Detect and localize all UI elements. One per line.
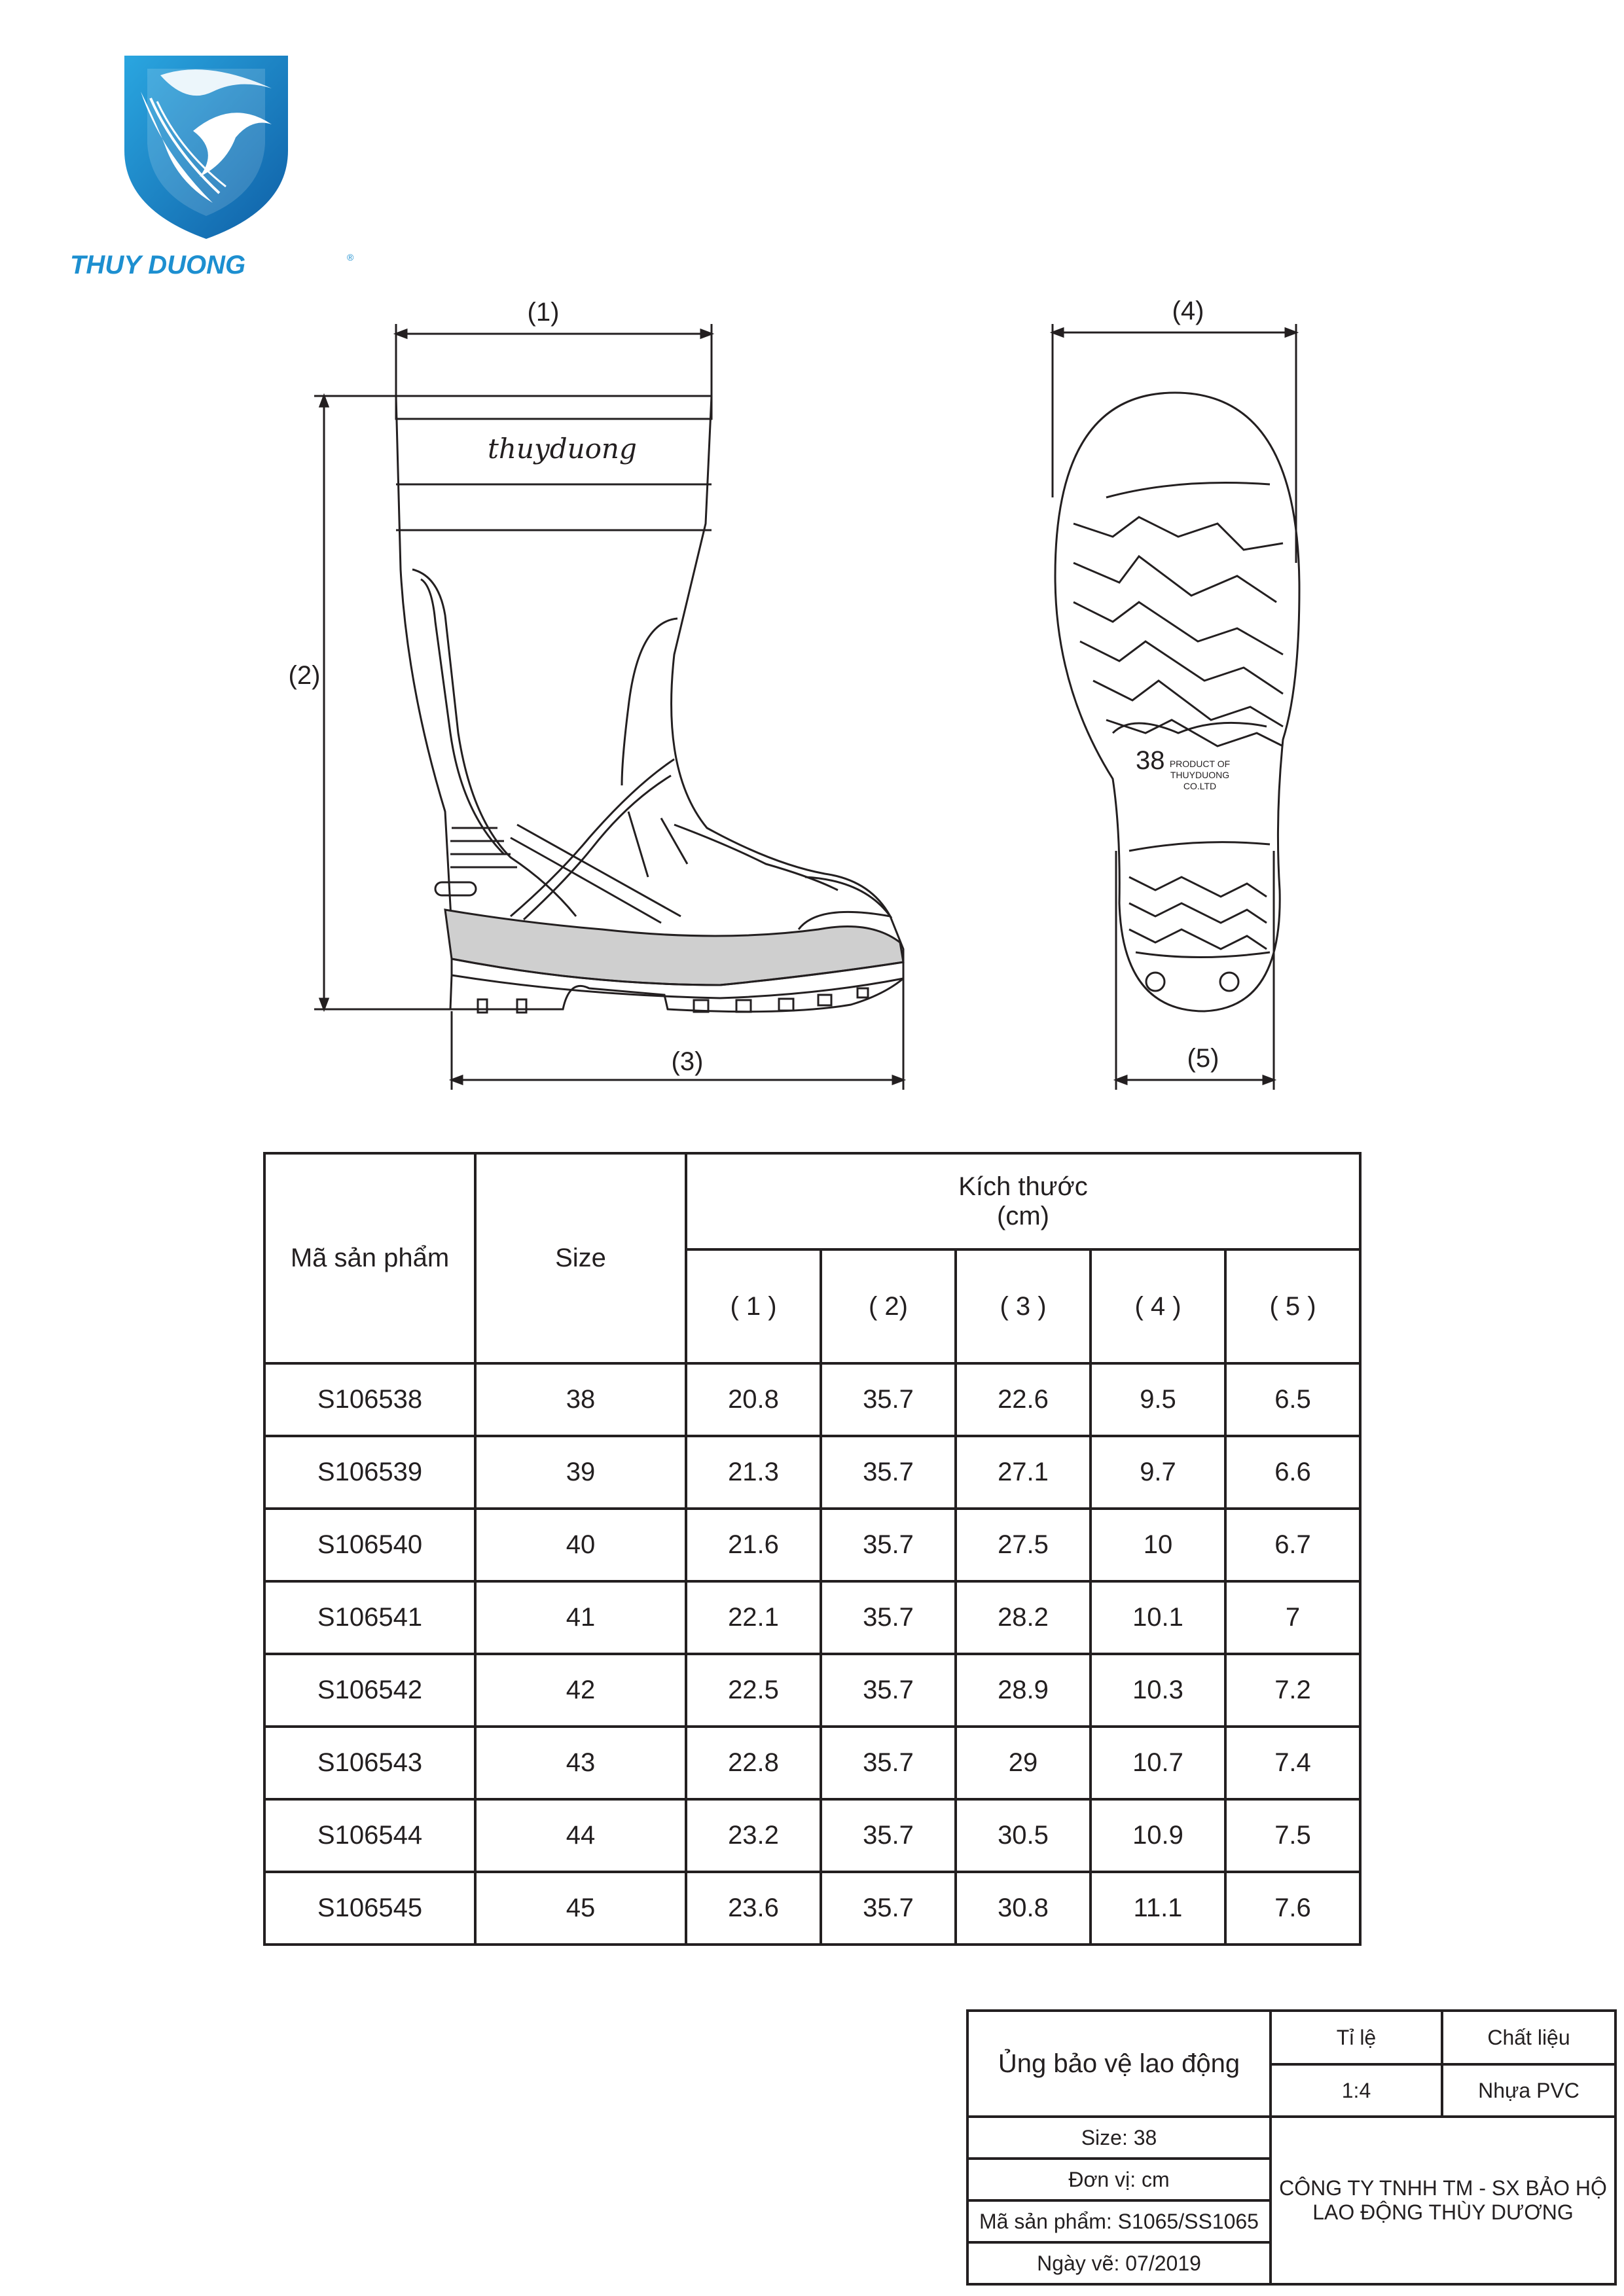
cell-d5: 7.6	[1225, 1872, 1360, 1945]
cell-d4: 10.7	[1091, 1727, 1225, 1799]
header-product-code: Mã sản phẩm	[264, 1153, 475, 1363]
cell-code: S106540	[264, 1509, 475, 1581]
cell-code: S106543	[264, 1727, 475, 1799]
size-table	[263, 1152, 1362, 1946]
table-row	[264, 1654, 1360, 1727]
product-name: Ủng bảo vệ lao động	[967, 2011, 1271, 2117]
cell-d1: 21.6	[686, 1509, 821, 1581]
sole-text-3: CO.LTD	[1183, 781, 1217, 791]
cell-d3: 30.8	[956, 1872, 1091, 1945]
dim-label-4: (4)	[1172, 296, 1204, 325]
scale-label: Tỉ lệ	[1271, 2011, 1442, 2064]
header-dimensions-title: Kích thước	[958, 1172, 1088, 1201]
material-label: Chất liệu	[1442, 2011, 1615, 2064]
cell-d2: 35.7	[821, 1509, 956, 1581]
table-row	[264, 1727, 1360, 1799]
cell-d1: 21.3	[686, 1436, 821, 1509]
header-dim-5: ( 5 )	[1225, 1249, 1360, 1363]
cell-code: S106539	[264, 1436, 475, 1509]
dim-label-5: (5)	[1187, 1044, 1219, 1073]
drawing-code: Mã sản phẩm: S1065/SS1065	[967, 2200, 1271, 2242]
cell-d5: 7.4	[1225, 1727, 1360, 1799]
cell-d5: 7	[1225, 1581, 1360, 1654]
table-row	[264, 1436, 1360, 1509]
cell-d2: 35.7	[821, 1872, 956, 1945]
cell-d1: 20.8	[686, 1363, 821, 1436]
cell-size: 41	[475, 1581, 686, 1654]
cell-d5: 7.5	[1225, 1799, 1360, 1872]
boot-technical-drawing	[0, 288, 1624, 1113]
drawing-date: Ngày vẽ: 07/2019	[967, 2242, 1271, 2284]
brand-name: THUY DUONG	[70, 251, 246, 279]
cell-d5: 6.7	[1225, 1509, 1360, 1581]
dim-label-3: (3)	[671, 1047, 704, 1076]
header-size: Size	[475, 1153, 686, 1363]
cell-d3: 29	[956, 1727, 1091, 1799]
sole-text-2: THUYDUONG	[1170, 770, 1230, 780]
company-name	[1271, 2117, 1615, 2284]
cell-d2: 35.7	[821, 1727, 956, 1799]
table-row	[264, 1509, 1360, 1581]
cell-d4: 9.7	[1091, 1436, 1225, 1509]
cell-size: 38	[475, 1363, 686, 1436]
cell-d4: 10.9	[1091, 1799, 1225, 1872]
cell-size: 40	[475, 1509, 686, 1581]
header-dim-4: ( 4 )	[1091, 1249, 1225, 1363]
sole-size-label: 38	[1136, 746, 1165, 775]
cell-d5: 6.5	[1225, 1363, 1360, 1436]
title-block	[966, 2009, 1617, 2286]
cell-d5: 6.6	[1225, 1436, 1360, 1509]
drawing-unit: Đơn vị: cm	[967, 2159, 1271, 2200]
drawing-size: Size: 38	[967, 2117, 1271, 2159]
header-dim-3: ( 3 )	[956, 1249, 1091, 1363]
cell-d4: 11.1	[1091, 1872, 1225, 1945]
cell-d5: 7.2	[1225, 1654, 1360, 1727]
registered-mark: ®	[347, 252, 354, 262]
header-dim-2: ( 2)	[821, 1249, 956, 1363]
cell-d4: 10.3	[1091, 1654, 1225, 1727]
cell-d1: 22.1	[686, 1581, 821, 1654]
header-dim-1: ( 1 )	[686, 1249, 821, 1363]
scale-value: 1:4	[1271, 2064, 1442, 2117]
cell-d1: 22.8	[686, 1727, 821, 1799]
cell-size: 43	[475, 1727, 686, 1799]
sole-text-1: PRODUCT OF	[1169, 759, 1231, 769]
dim-label-1: (1)	[527, 298, 560, 327]
cell-code: S106542	[264, 1654, 475, 1727]
cell-d1: 22.5	[686, 1654, 821, 1727]
table-row	[264, 1581, 1360, 1654]
cell-d2: 35.7	[821, 1654, 956, 1727]
cell-size: 42	[475, 1654, 686, 1727]
cell-d4: 10.1	[1091, 1581, 1225, 1654]
brand-wordmark	[69, 247, 357, 287]
cell-d3: 28.9	[956, 1654, 1091, 1727]
cell-size: 39	[475, 1436, 686, 1509]
table-row	[264, 1363, 1360, 1436]
cell-d3: 30.5	[956, 1799, 1091, 1872]
cell-d2: 35.7	[821, 1581, 956, 1654]
cell-d2: 35.7	[821, 1363, 956, 1436]
dimension-2	[289, 396, 452, 1009]
header-dimensions	[686, 1153, 1360, 1249]
cell-code: S106544	[264, 1799, 475, 1872]
cell-d2: 35.7	[821, 1436, 956, 1509]
cell-d1: 23.6	[686, 1872, 821, 1945]
cell-d3: 27.1	[956, 1436, 1091, 1509]
material-value: Nhựa PVC	[1442, 2064, 1615, 2117]
cell-d4: 10	[1091, 1509, 1225, 1581]
dim-label-2: (2)	[288, 661, 321, 690]
shield-logo-icon	[121, 52, 291, 242]
cell-size: 44	[475, 1799, 686, 1872]
script-logo: thuyduong	[488, 433, 637, 465]
cell-d2: 35.7	[821, 1799, 956, 1872]
cell-d3: 27.5	[956, 1509, 1091, 1581]
cell-d3: 28.2	[956, 1581, 1091, 1654]
cell-code: S106538	[264, 1363, 475, 1436]
cell-d1: 23.2	[686, 1799, 821, 1872]
table-row	[264, 1799, 1360, 1872]
cell-d3: 22.6	[956, 1363, 1091, 1436]
cell-code: S106541	[264, 1581, 475, 1654]
company-line-2: LAO ĐỘNG THÙY DƯƠNG	[1312, 2200, 1574, 2224]
cell-code: S106545	[264, 1872, 475, 1945]
boot-sole-view	[1055, 393, 1299, 1011]
header-dimensions-unit: (cm)	[997, 1201, 1049, 1230]
dimension-1	[396, 298, 712, 396]
boot-side-view	[396, 396, 903, 1013]
cell-d4: 9.5	[1091, 1363, 1225, 1436]
cell-size: 45	[475, 1872, 686, 1945]
company-line-1: CÔNG TY TNHH TM - SX BẢO HỘ	[1279, 2176, 1607, 2200]
table-row	[264, 1872, 1360, 1945]
